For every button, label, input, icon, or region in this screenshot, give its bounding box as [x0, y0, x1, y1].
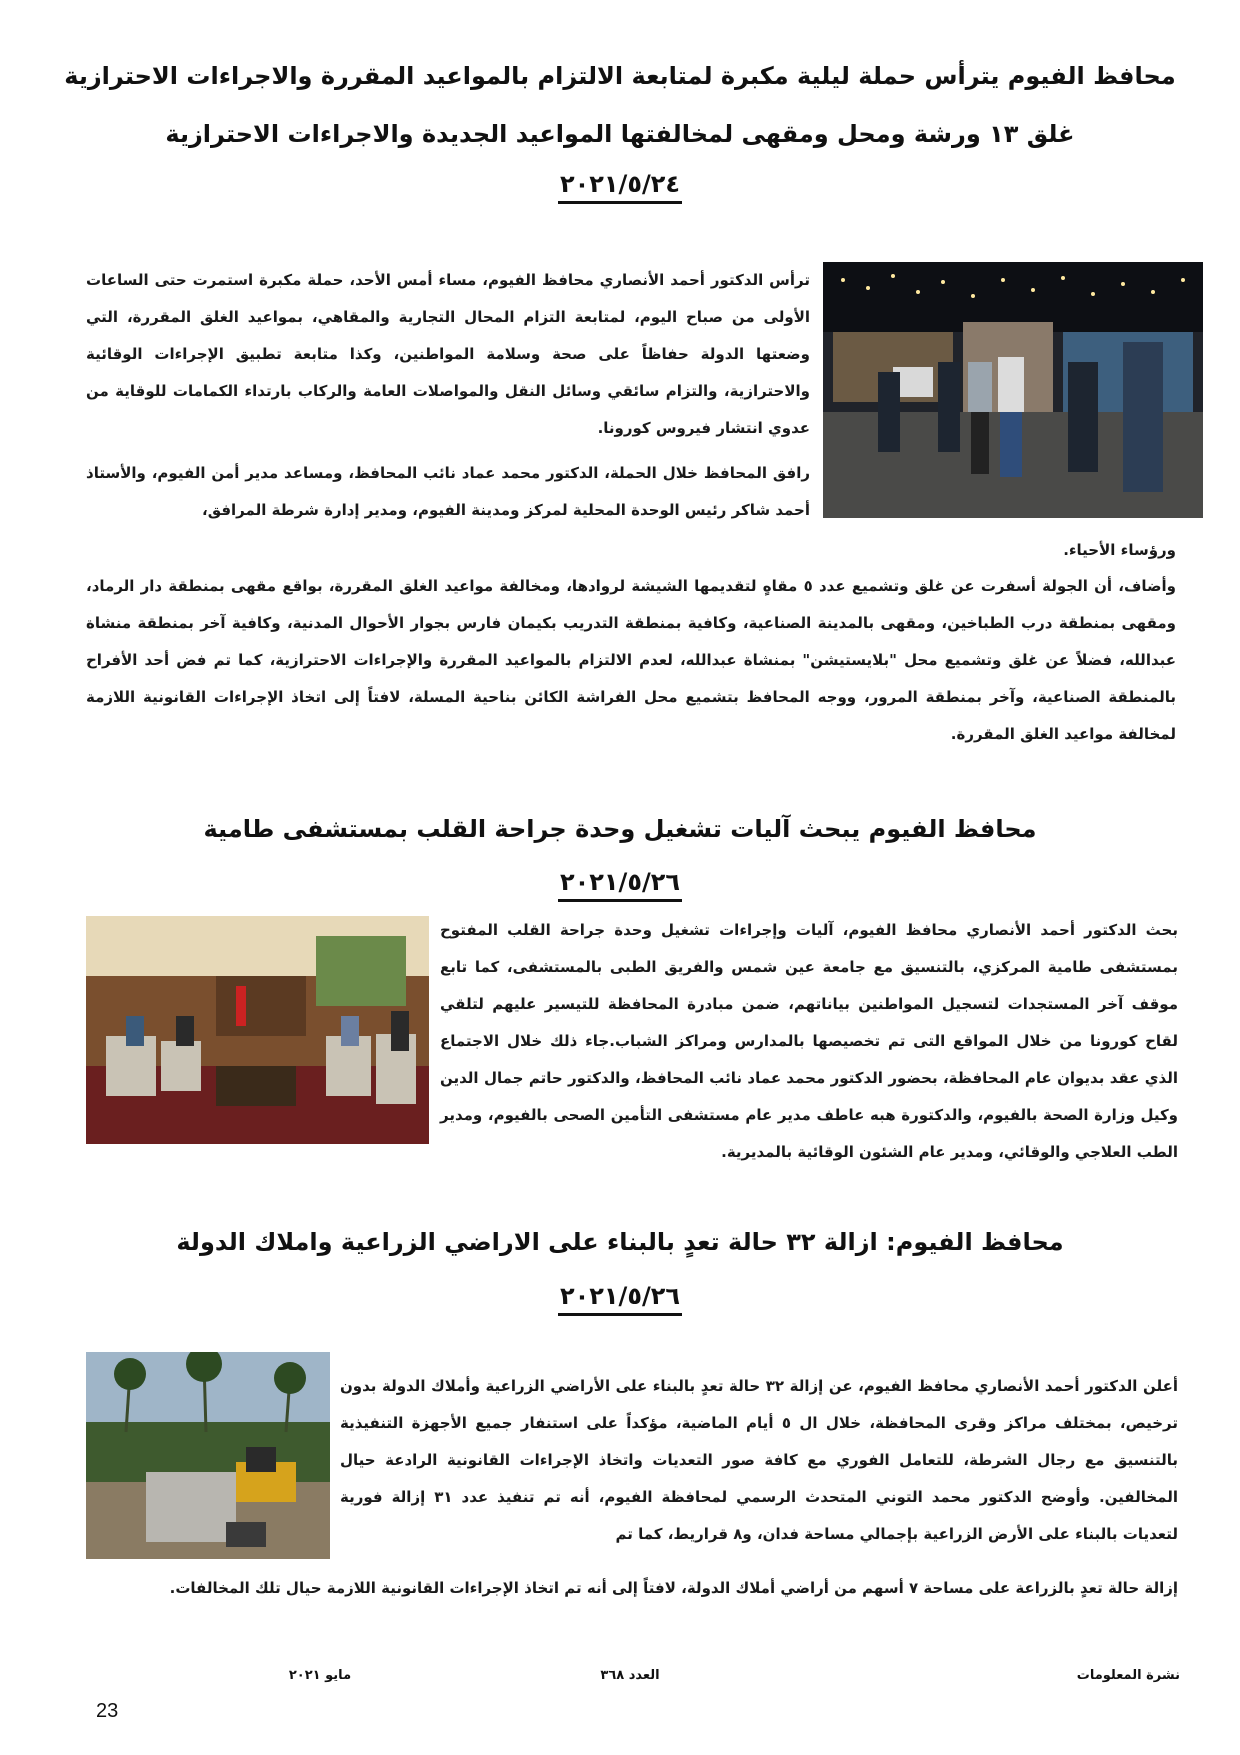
article3-paragraph: أعلن الدكتور أحمد الأنصاري محافظ الفيوم، عن إزالة ٣٢ حالة تعدٍ بالبناء على الأراضي الزراعية وأملاك الدولة بدون ترخيص، بمختلف مراكز وقرى المحافظة، خلال ال ٥ أيام الماضية، مؤكداً على استنفار جميع الأجهزة التنفيذية بالتنسيق مع رجال الشرطة، للتعامل الفوري مع كافة صور التعديات واتخاذ الإجراءات القانونية الرادعة حيال المخالفين. وأوضح الدكتور محمد التوني المتحدث الرسمي لمحافظة الفيوم، أنه تم تنفيذ عدد ٣١ إزالة فورية لتعديات بالبناء على الأرض الزراعية بإجمالي مساحة فدان، و٨ قراريط، كما تم	[340, 1377, 1178, 1543]
footer-month: مايو ٢٠٢١	[288, 1668, 352, 1683]
page-number: 23	[96, 1700, 119, 1722]
article1-paragraph2-end: ورؤساء الأحياء.	[1063, 541, 1176, 559]
article1-paragraph1: ترأس الدكتور أحمد الأنصاري محافظ الفيوم، مساء أمس الأحد، حملة مكبرة استمرت حتى الساعات الأولى من صباح اليوم، لمتابعة التزام المحال التجارية والمقاهي، بمواعيد الغلق المقررة، التي وضعتها الدولة حفاظاً على صحة وسلامة المواطنين، وكذا متابعة تطبيق الإجراءات الوقائية والاحترازية، والتزام سائقي وسائل النقل والمواصلات العامة والركاب بارتداء الكمامات للوقاية من عدوي انتشار فيروس كورونا.	[86, 271, 810, 437]
footer-issue: العدد ٣٦٨	[600, 1668, 660, 1683]
article1-title-line1: محافظ الفيوم يترأس حملة ليلية مكبرة لمتابعة الالتزام بالمواعيد المقررة والاجراءات الاحترازية	[64, 62, 1176, 90]
article1-date: ٢٠٢١/٥/٢٤	[0, 170, 1240, 198]
article1-title-line2: غلق ١٣ ورشة ومحل ومقهى لمخالفتها المواعيد الجديدة والاجراءات الاحترازية	[165, 120, 1075, 148]
footer-publication: نشرة المعلومات	[1076, 1668, 1180, 1683]
article2-paragraph: بحث الدكتور أحمد الأنصاري محافظ الفيوم، آليات وإجراءات تشغيل وحدة جراحة القلب المفتوح بمستشفى طامية المركزي، بالتنسيق مع جامعة عين شمس والفريق الطبى بالمستشفى، كما تابع موقف آخر المستجدات لتسجيل المواطنين بياناتهم، ضمن مبادرة المحافظة للتيسير عليهم لتلقي لقاح كورونا من خلال المواقع التى تم تخصيصها بالمدارس ومراكز الشباب.جاء ذلك خلال الاجتماع الذي عقد بديوان عام المحافظة، بحضور الدكتور محمد عماد نائب المحافظ، والدكتور حاتم جمال الدين وكيل وزارة الصحة بالفيوم، والدكتورة هبه عاطف مدير عام مستشفى التأمين الصحى بالفيوم، ومدير الطب العلاجي والوقائي، ومدير عام الشئون الوقائية بالمديرية.	[440, 921, 1178, 1161]
meeting-room-photo	[86, 916, 429, 1144]
article3-date: ٢٠٢١/٥/٢٦	[0, 1282, 1240, 1310]
article2-date: ٢٠٢١/٥/٢٦	[0, 868, 1240, 896]
article2-title: محافظ الفيوم يبحث آليات تشغيل وحدة جراحة القلب بمستشفى طامية	[203, 815, 1037, 843]
article3-title: محافظ الفيوم: ازالة ٣٢ حالة تعدٍ بالبناء على الاراضي الزراعية واملاك الدولة	[176, 1228, 1064, 1256]
article1-paragraph3: وأضاف، أن الجولة أسفرت عن غلق وتشميع عدد ٥ مقاهٍ لتقديمها الشيشة لروادها، ومخالفة مواعيد الغلق المقررة، بواقع مقهى بمنطقة دار الرماد، ومقهى بمنطقة درب الطباخين، ومقهى بالمدينة الصناعية، وكافية بمنطقة التدريب بكيمان فارس بجوار الأحوال المدنية، وكافية آخر بمنطقة منشاة عبدالله، فضلاً عن غلق وتشميع محل "بلايستيشن" بمنشاة عبدالله، لعدم الالتزام بالمواعيد المقررة والإجراءات الاحترازية، كما تم فض أحد الأفراح بالمنطقة الصناعية، وآخر بمنطقة المرور، ووجه المحافظ بتشميع محل الفراشة الكائن بناحية المسلة، لافتاً إلى اتخاذ الإجراءات القانونية اللازمة لمخالفة مواعيد الغلق المقررة.	[86, 577, 1176, 743]
night-campaign-photo	[823, 262, 1203, 518]
article1-paragraph2: رافق المحافظ خلال الحملة، الدكتور محمد عماد نائب المحافظ، ومساعد مدير أمن الفيوم، والأستاذ أحمد شاكر رئيس الوحدة المحلية لمركز ومدينة الفيوم، ومدير إدارة شرطة المرافق،	[86, 464, 810, 519]
article3-paragraph-end: إزالة حالة تعدٍ بالزراعة على مساحة ٧ أسهم من أراضي أملاك الدولة، لافتاً إلى أنه تم اتخاذ الإجراءات القانونية اللازمة حيال تلك المخالفات.	[169, 1579, 1178, 1597]
demolition-photo	[86, 1352, 330, 1559]
